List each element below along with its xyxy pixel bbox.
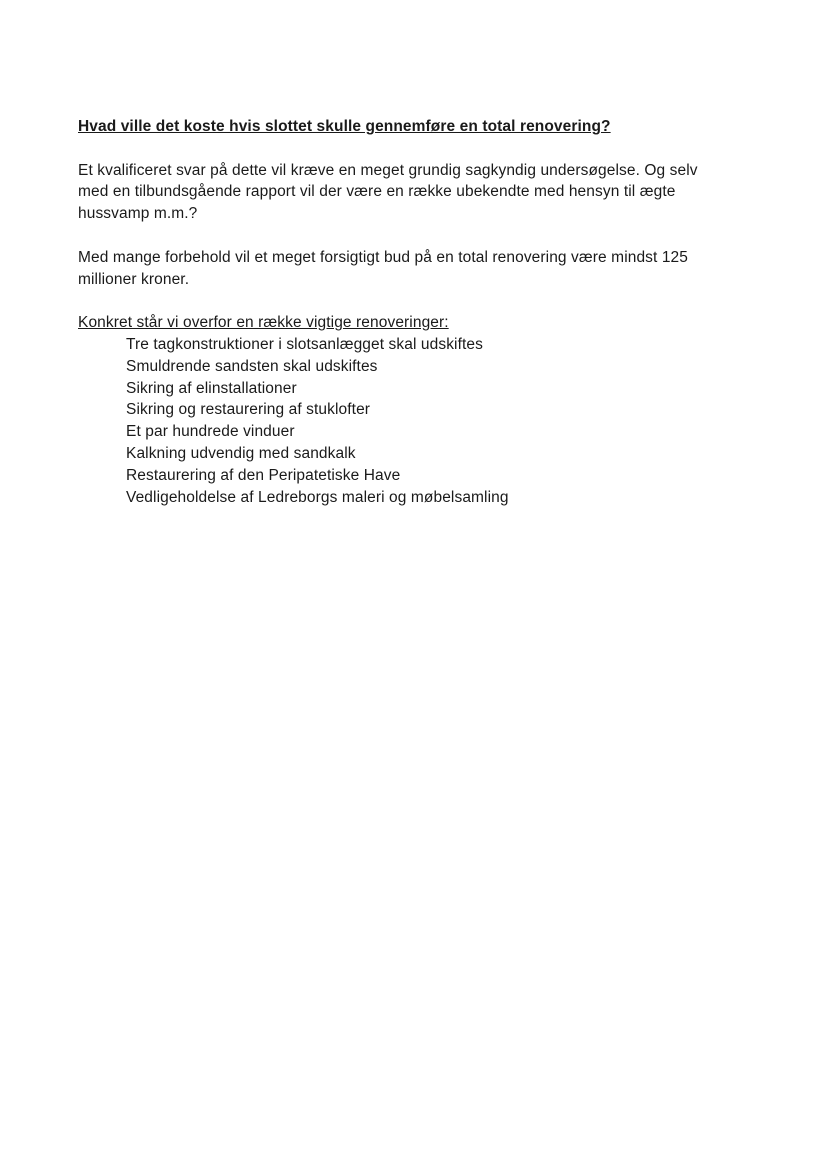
paragraph-line: hussvamp m.m.? [78, 205, 198, 223]
paragraph-line: med en tilbundsgående rapport vil der være en række ubekendte med hensyn til ægte [78, 183, 676, 201]
list-item: Sikring af elinstallationer [126, 379, 297, 397]
list-item: Et par hundrede vinduer [126, 423, 295, 441]
renovation-list-intro: Konkret står vi overfor en række vigtige renoveringer: [78, 314, 449, 332]
list-item: Restaurering af den Peripatetiske Have [126, 466, 401, 484]
paragraph-cost-assessment [78, 160, 747, 225]
list-item: Smuldrende sandsten skal udskiftes [126, 357, 378, 375]
list-item: Sikring og restaurering af stuklofter [126, 401, 371, 419]
paragraph-line: millioner kroner. [78, 270, 190, 288]
paragraph-line: Et kvalificeret svar på dette vil kræve en meget grundig sagkyndig undersøgelse. Og selv [78, 161, 698, 179]
document-heading: Hvad ville det koste hvis slottet skulle gennemføre en total renovering? [78, 118, 611, 135]
document-body [78, 116, 747, 508]
paragraph-line: Med mange forbehold vil et meget forsigtigt bud på en total renovering være mindst 125 [78, 248, 688, 266]
paragraph-estimate [78, 247, 747, 291]
list-item: Tre tagkonstruktioner i slotsanlægget skal udskiftes [126, 335, 483, 353]
list-item: Kalkning udvendig med sandkalk [126, 444, 356, 462]
renovation-list [78, 334, 747, 508]
list-item: Vedligeholdelse af Ledreborgs maleri og møbelsamling [126, 488, 509, 506]
